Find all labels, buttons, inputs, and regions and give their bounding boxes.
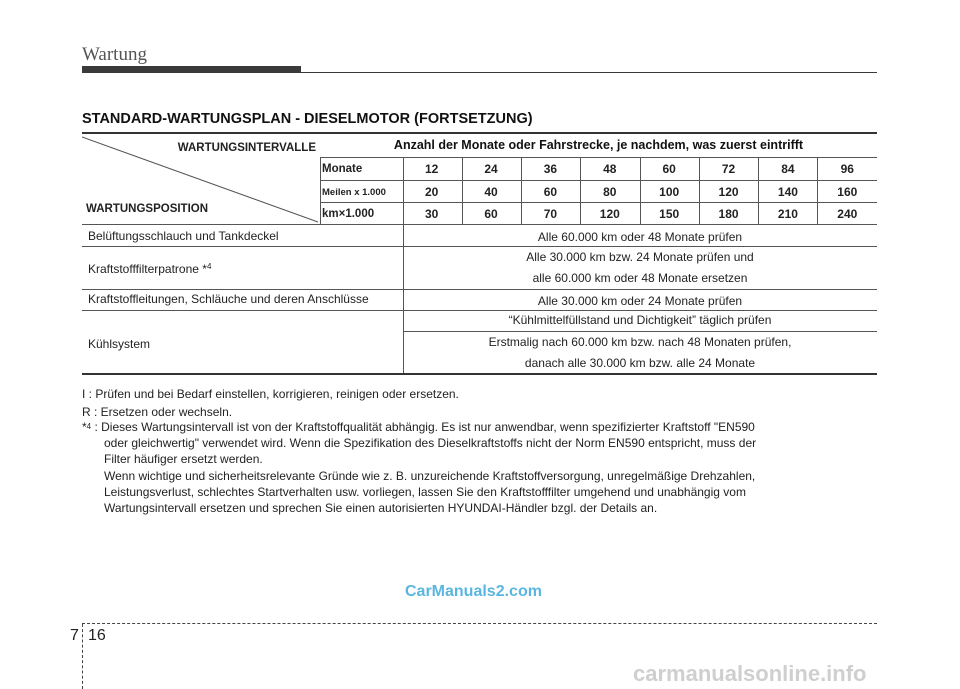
row-divider [82, 224, 877, 225]
header-title: Wartung [82, 44, 147, 65]
row-value: 72 [721, 162, 736, 176]
column-divider [758, 157, 759, 224]
column-divider [521, 157, 522, 224]
note-r: R : Ersetzen oder wechseln. [82, 405, 233, 419]
row-value: 120 [718, 185, 739, 199]
row-value: 36 [543, 162, 558, 176]
row-value: 60 [662, 162, 676, 176]
corner-position-label: WARTUNGSPOSITION [86, 203, 209, 215]
row-value: 160 [837, 185, 858, 199]
item-vent-hose: Belüftungsschlauch und Tankdeckel [88, 229, 279, 243]
interval-main-header: Anzahl der Monate oder Fahrstrecke, je nachdem, was zuerst eintrifft [393, 138, 804, 152]
row-label: Meilen x 1.000 [322, 186, 386, 198]
column-divider [580, 157, 581, 224]
row-divider [82, 310, 877, 311]
watermark-logo: CarManuals2.com [405, 583, 542, 600]
note-extra-line1: Wenn wichtige und sicherheitsrelevante Gründe wie z. B. unzureichende Kraftstoffversorgung, unregelmäßige Drehzahlen, [104, 469, 756, 483]
table-corner-cell [82, 134, 320, 224]
row-value: 84 [781, 162, 795, 176]
column-divider [699, 157, 700, 224]
note-extra-line3: Wartungsintervall ersetzen und sprechen Sie einen autorisierten HYUNDAI-Händler bzgl. der Details an. [104, 501, 658, 515]
section-title: STANDARD-WARTUNGSPLAN - DIESELMOTOR (FORTSETZUNG) [82, 111, 533, 127]
row-value: 150 [659, 207, 680, 221]
chapter-number: 7 [70, 627, 79, 644]
site-watermark: carmanualsonline.info [633, 661, 867, 686]
row-value: 210 [777, 207, 798, 221]
footnote-marker: 4 [86, 422, 92, 431]
row-value: 24 [484, 162, 498, 176]
row-value: 60 [543, 185, 558, 199]
item-fuel-filter-action-2: alle 60.000 km oder 48 Monate ersetzen [532, 271, 748, 285]
item-cooling-action-daily: “Kühlmittelfüllstand und Dichtigkeit” täglich prüfen [508, 313, 772, 327]
row-value: 60 [484, 207, 498, 221]
row-divider [403, 331, 877, 332]
row-value: 20 [425, 185, 439, 199]
note-i: I : Prüfen und bei Bedarf einstellen, korrigieren, reinigen oder ersetzen. [82, 387, 459, 401]
item-cooling-action-2: danach alle 30.000 km bzw. alle 24 Monate [524, 356, 756, 370]
row-value: 30 [425, 207, 439, 221]
column-divider [403, 157, 404, 224]
column-divider [462, 157, 463, 224]
item-fuel-lines-action: Alle 30.000 km oder 24 Monate prüfen [537, 294, 743, 308]
row-value: 100 [659, 185, 680, 199]
row-value: 180 [718, 207, 739, 221]
row-value: 80 [603, 185, 617, 199]
note-extra-line2: Leistungsverlust, schlechtes Startverhalten usw. vorliegen, lassen Sie den Kraftstofffilter umgehend und unabhängig vom [104, 485, 746, 499]
row-value: 120 [599, 207, 620, 221]
column-divider [640, 157, 641, 224]
column-divider [320, 157, 321, 224]
row-value: 96 [840, 162, 854, 176]
row-value: 140 [777, 185, 798, 199]
page-number: 16 [88, 627, 106, 644]
corner-interval-label: WARTUNGSINTERVALLE [177, 142, 316, 154]
footer-rule [82, 623, 877, 624]
row-divider [82, 246, 877, 247]
note-star [82, 419, 755, 435]
header-rule [82, 72, 877, 73]
item-fuel-filter-action-1: Alle 30.000 km bzw. 24 Monate prüfen und [526, 250, 754, 264]
row-label: Monate [322, 163, 363, 175]
footer-margin-rule [82, 624, 83, 689]
item-fuel-lines: Kraftstoffleitungen, Schläuche und deren Anschlüsse [88, 292, 369, 306]
row-value: 12 [425, 162, 439, 176]
note-star-prefix: * [82, 420, 87, 434]
column-divider [817, 157, 818, 224]
item-vent-hose-action: Alle 60.000 km oder 48 Monate prüfen [537, 230, 743, 244]
item-cooling-system: Kühlsystem [88, 337, 151, 351]
footnote-marker: 4 [206, 262, 212, 271]
row-value: 240 [837, 207, 858, 221]
row-value: 40 [484, 185, 498, 199]
table-bottom-rule [82, 373, 877, 375]
note-star-line3: Filter häufiger ersetzt werden. [104, 452, 263, 466]
note-star-line2: oder gleichwertig" verwendet wird. Wenn die Spezifikation des Dieselkraftstoffs nicht der Norm EN590 entspricht, muss der [104, 436, 757, 450]
row-value: 48 [603, 162, 617, 176]
item-fuel-filter-label: Kraftstofffilterpatrone * [88, 262, 207, 276]
item-fuel-filter [88, 262, 211, 276]
row-value: 70 [543, 207, 558, 221]
row-divider [82, 289, 877, 290]
note-star-line1: : Dieses Wartungsintervall ist von der Kraftstoffqualität abhängig. Es ist nur anwendbar, wenn spezifizierter Kraftstoff "EN590 [91, 420, 755, 434]
row-label: km×1.000 [322, 208, 375, 220]
item-cooling-action-1: Erstmalig nach 60.000 km bzw. nach 48 Monaten prüfen, [488, 335, 792, 349]
